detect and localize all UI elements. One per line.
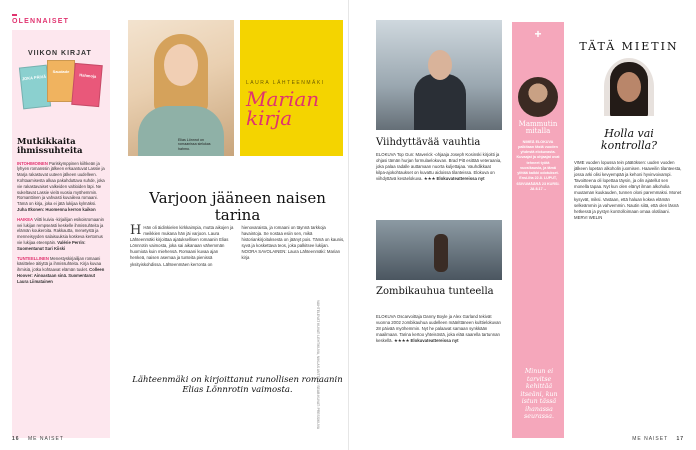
columnist-photo xyxy=(604,58,654,116)
book-cover: Saudade xyxy=(47,60,75,102)
book-cover: Hahmoja xyxy=(71,63,103,107)
sidebar-arc-heading: VIIKON KIRJAT xyxy=(28,50,92,57)
sidebar-quote: Minun ei tarvitse kehittää itseäni, kun istun tässä ihanassa seurassa. xyxy=(520,368,558,421)
movie-heading: Zombikauhua tunteella xyxy=(376,286,494,297)
column-heading: Holla vai kontrolla? xyxy=(600,127,658,153)
movie-heading: Viihdyttävää vauhtia xyxy=(376,137,481,148)
book-author: LAURA LÄHTEENMÄKI xyxy=(246,80,325,86)
plus-icon: + xyxy=(534,27,542,41)
sidebar-heading: Mutkikkaita ihmissuhteita xyxy=(17,137,83,157)
feature-title: Varjoon jääneen naisen tarina xyxy=(149,189,326,224)
column-arc-heading: TÄTÄ MIETIN xyxy=(579,40,679,53)
magazine-name: ME NAISET xyxy=(27,436,64,442)
book-covers xyxy=(17,58,105,132)
sidebar-paragraph: HAIKEA Viitti kuivia -kirjailijan esikoisromaanin vei lukijan rempseästi keskelle ihmissuhteita ja elämän koukeroita. Rakkautta, menetystä ja menneisyyden salaisuuksia koskeva kertomus vie lukijaa eteenpäin. Valérie Perrin: Suomentanut Sari Kiiski xyxy=(17,216,104,251)
sidebar-heading: Mammutin mitalla xyxy=(518,120,558,136)
sidebar-paragraph: TUNTEELLINEN Menestyskirjailijan romaani käsittelee äitiyttä ja ihmissuhteita. Kirja kuvaa ihmisiä, jotka kohtaavat elämän tuulet. Colleen Hoover: Ainoastaan sinä. Suomentanut Laura Liimatainen xyxy=(17,255,105,284)
sidebar-paragraph: INTOHIMOINEN Pariskymppinen kiihkeän ja lyhyen romanssin jälkeen erkaantuvat Lassie ja Marja rakastuvat uuteen jälkeen uudelleen. Kohtaamisesta alkaa pakahduttava suhde, joka vie rakastavaiset valkeiden valtioiden läpi. Ne sukeltavat Lassie vielä vuosia myöhemmin. Romanttinen ja vahvasti kuvaileva romaani. Tämä on kirja, joka ei jätä lukijaa kylmäksi. Juha Itkonen: Huomenna kerron kaikon xyxy=(17,160,105,213)
movie-review: ELOKUVA Top Gun: Maverick -ohjaaja Joseph Kosinski kirjoitti ja ohjasi tämän hurjan formulaelokuvan. Brad Pitt esittää veteraania, joka palaa radalle auttamaan nuorta kuljettajaa. Vauhdikkaat kilpa-ajokohtaukset on kuvattu aidoissa tilanteissa. Elokuva on viihdyttävä kesäelokuva. ★★★ Elokuvateattereissa nyt xyxy=(376,152,502,182)
magazine-name: ME NAISET xyxy=(632,436,669,442)
photo-credit-vertical: VAIHTELEVAT KUVAT: LEHTIKUVA, NIKLAS ANTTILA / SEAB KUVAT: PRESSIKUVA xyxy=(316,300,320,429)
book-sidebar xyxy=(12,30,110,438)
book-title: Marian kirja xyxy=(246,87,320,130)
footer-left xyxy=(12,436,64,442)
section-tag: OLENNAISET xyxy=(12,18,70,25)
book-cover: JOKA PÄIVÄ xyxy=(19,65,51,110)
author-photo xyxy=(128,20,234,156)
feature-body: H Hän oli äidinkielen kirkkaimpia, mutta aikojen ja meikkien mukana hän jäi varjoon. Laura Lähteenmäki kirjoittaa ajatuksellisen romaanin Elias Lönnrotin vaimosta, joka sai aikanaan vähemmän huomiota kuin miehensä. Romaani kuvaa ajan henkeä, naisen asemaa ja tunteita pienissä yksityiskohdissa. Lähteenmäen kerronta on hienovaraista, ja romaani on täynnä tarkkoja havaintoja. Se nostaa esiin sen, mikä historiankirjoituksesta on jäänyt pois. Tämä on kaunis, syvä ja koskettava teos, joka palkitsee lukijan. NOORA SAVOLAINEN: Laura Lähteenmäki: Marian kirja xyxy=(130,223,345,267)
footer-right xyxy=(632,436,684,442)
photo-caption: Elias Lönnrot on romaanissa sielukas hahmo. xyxy=(178,138,211,151)
column-body: VIME vuoden lopussa tein päätöksen: uuden vuoden jälkeen lopetan alkoholin juomisen. Haaveilin tilanteesta, jossa arki olisi kevyempää ja kehoni hyvinvoivampi. Tavoitteena oli lopettaa täysin, ja olin ajatellut sen monella tapaa. Nyt kun olen elänyt ilman alkoholia muutaman kuukauden, tunnen oloni paremmaksi. Monet kysyvät, miksi. Vastaan, että haluan kokea elämän selkeämmin ja vahvemmin. Nautin siitä, että olen läsnä hetkessä ja pystyn kontrolloimaan omaa olotilaani. MERVI WELIN xyxy=(574,160,682,220)
pink-sidebar xyxy=(512,22,564,438)
page-number: 17 xyxy=(676,436,684,442)
movie-review: ELOKUVA Oscarvoittaja Danny Boyle ja Alex Garland tekivät vuonna 2002 zombikauhua uudelleen määrittäneen kulttielokuvan 28 päivää myöhemmin. Nyt he palaavat samaan synkkään maailmaan. Tarina kertoo yhteisöstä, joka elää saarella tartunnan keskellä. ★★★★ Elokuvateattereissa nyt xyxy=(376,314,501,344)
movie-still xyxy=(376,20,502,130)
movie-still xyxy=(376,220,502,280)
pull-quote: Lähteenmäki on kirjoittanut runollisen romaanin Elias Lönnrotin vaimosta. xyxy=(132,375,343,396)
section-accent-bar xyxy=(12,14,17,16)
book-cover-feature xyxy=(240,20,343,156)
page-number: 16 xyxy=(12,436,20,442)
sidebar-photo xyxy=(518,77,558,117)
sidebar-body: NIMEÄ ELOKUVA palkitaan tästä vuoden yhdestä elokuvasta. Kuvaajat ja ohjaajat ovat tehneet työtä vuosikausia, ja tämä ylittää kaikki odotukset. Ensi-ilta 22.8. LUPUT, 6SIVUMÄÄRÄ 23 KURSI. JA 8.17 -- xyxy=(516,139,560,191)
